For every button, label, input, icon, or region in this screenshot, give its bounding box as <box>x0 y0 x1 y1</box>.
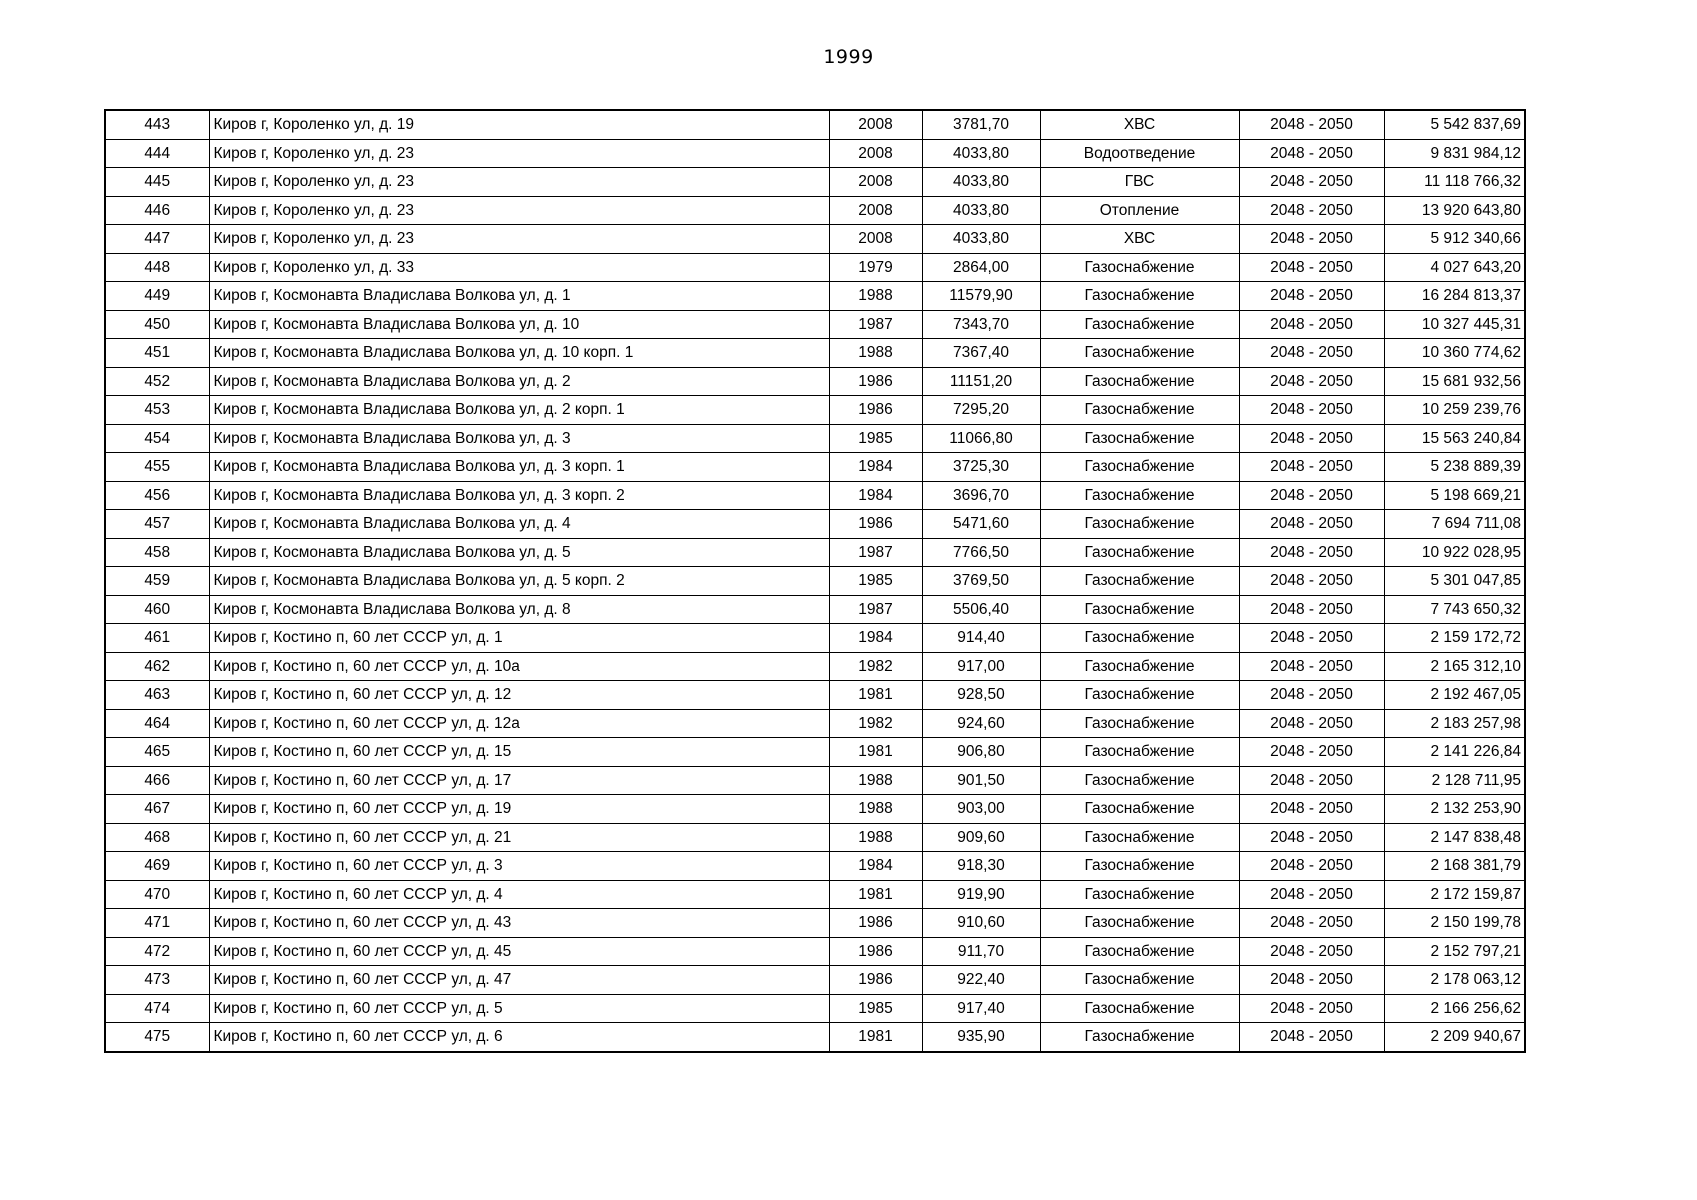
address-cell: Киров г, Костино п, 60 лет СССР ул, д. 10а <box>209 652 829 681</box>
build-year-cell: 1985 <box>829 994 922 1023</box>
build-year-cell: 1981 <box>829 681 922 710</box>
row-number-cell: 473 <box>105 966 209 995</box>
row-number-cell: 471 <box>105 909 209 938</box>
table-row <box>105 994 1525 1023</box>
cost-cell: 5 238 889,39 <box>1384 453 1525 482</box>
service-type-cell: Газоснабжение <box>1040 481 1239 510</box>
repair-period-cell: 2048 - 2050 <box>1239 538 1384 567</box>
area-cell: 917,40 <box>922 994 1040 1023</box>
cost-cell: 15 563 240,84 <box>1384 424 1525 453</box>
address-cell: Киров г, Космонавта Владислава Волкова ул, д. 2 корп. 1 <box>209 396 829 425</box>
cost-cell: 2 209 940,67 <box>1384 1023 1525 1052</box>
build-year-cell: 1984 <box>829 852 922 881</box>
repair-period-cell: 2048 - 2050 <box>1239 139 1384 168</box>
repair-period-cell: 2048 - 2050 <box>1239 624 1384 653</box>
repair-period-cell: 2048 - 2050 <box>1239 196 1384 225</box>
service-type-cell: Газоснабжение <box>1040 937 1239 966</box>
row-number-cell: 452 <box>105 367 209 396</box>
table-row <box>105 966 1525 995</box>
cost-cell: 2 132 253,90 <box>1384 795 1525 824</box>
area-cell: 11066,80 <box>922 424 1040 453</box>
address-cell: Киров г, Космонавта Владислава Волкова ул, д. 2 <box>209 367 829 396</box>
cost-cell: 2 165 312,10 <box>1384 652 1525 681</box>
cost-cell: 2 172 159,87 <box>1384 880 1525 909</box>
address-cell: Киров г, Космонавта Владислава Волкова ул, д. 10 корп. 1 <box>209 339 829 368</box>
repair-period-cell: 2048 - 2050 <box>1239 823 1384 852</box>
address-cell: Киров г, Костино п, 60 лет СССР ул, д. 5 <box>209 994 829 1023</box>
address-cell: Киров г, Космонавта Владислава Волкова ул, д. 3 корп. 2 <box>209 481 829 510</box>
area-cell: 922,40 <box>922 966 1040 995</box>
row-number-cell: 466 <box>105 766 209 795</box>
cost-cell: 2 192 467,05 <box>1384 681 1525 710</box>
address-cell: Киров г, Космонавта Владислава Волкова ул, д. 1 <box>209 282 829 311</box>
cost-cell: 16 284 813,37 <box>1384 282 1525 311</box>
row-number-cell: 460 <box>105 595 209 624</box>
build-year-cell: 1981 <box>829 738 922 767</box>
row-number-cell: 474 <box>105 994 209 1023</box>
repair-period-cell: 2048 - 2050 <box>1239 110 1384 139</box>
row-number-cell: 458 <box>105 538 209 567</box>
table-row <box>105 567 1525 596</box>
cost-cell: 5 542 837,69 <box>1384 110 1525 139</box>
repair-period-cell: 2048 - 2050 <box>1239 994 1384 1023</box>
area-cell: 4033,80 <box>922 225 1040 254</box>
table-row <box>105 681 1525 710</box>
row-number-cell: 449 <box>105 282 209 311</box>
address-cell: Киров г, Костино п, 60 лет СССР ул, д. 1 <box>209 624 829 653</box>
area-cell: 3696,70 <box>922 481 1040 510</box>
row-number-cell: 469 <box>105 852 209 881</box>
build-year-cell: 1981 <box>829 1023 922 1052</box>
service-type-cell: Газоснабжение <box>1040 966 1239 995</box>
service-type-cell: Газоснабжение <box>1040 994 1239 1023</box>
address-cell: Киров г, Космонавта Владислава Волкова ул, д. 10 <box>209 310 829 339</box>
table-row <box>105 339 1525 368</box>
table-row <box>105 766 1525 795</box>
build-year-cell: 1986 <box>829 510 922 539</box>
row-number-cell: 455 <box>105 453 209 482</box>
address-cell: Киров г, Космонавта Владислава Волкова ул, д. 3 <box>209 424 829 453</box>
repair-period-cell: 2048 - 2050 <box>1239 567 1384 596</box>
build-year-cell: 1988 <box>829 766 922 795</box>
service-type-cell: Газоснабжение <box>1040 310 1239 339</box>
repair-period-cell: 2048 - 2050 <box>1239 225 1384 254</box>
area-cell: 11151,20 <box>922 367 1040 396</box>
area-cell: 909,60 <box>922 823 1040 852</box>
repair-period-cell: 2048 - 2050 <box>1239 595 1384 624</box>
service-type-cell: Газоснабжение <box>1040 510 1239 539</box>
area-cell: 4033,80 <box>922 168 1040 197</box>
row-number-cell: 451 <box>105 339 209 368</box>
service-type-cell: Газоснабжение <box>1040 367 1239 396</box>
repair-period-cell: 2048 - 2050 <box>1239 339 1384 368</box>
repair-period-cell: 2048 - 2050 <box>1239 253 1384 282</box>
cost-cell: 10 360 774,62 <box>1384 339 1525 368</box>
service-type-cell: Газоснабжение <box>1040 909 1239 938</box>
cost-cell: 11 118 766,32 <box>1384 168 1525 197</box>
table-row <box>105 310 1525 339</box>
service-type-cell: Газоснабжение <box>1040 282 1239 311</box>
build-year-cell: 1982 <box>829 652 922 681</box>
table-row <box>105 937 1525 966</box>
repair-period-cell: 2048 - 2050 <box>1239 1023 1384 1052</box>
service-type-cell: Газоснабжение <box>1040 823 1239 852</box>
table-row <box>105 396 1525 425</box>
cost-cell: 15 681 932,56 <box>1384 367 1525 396</box>
build-year-cell: 2008 <box>829 110 922 139</box>
build-year-cell: 1985 <box>829 567 922 596</box>
build-year-cell: 2008 <box>829 196 922 225</box>
address-cell: Киров г, Костино п, 60 лет СССР ул, д. 15 <box>209 738 829 767</box>
service-type-cell: Газоснабжение <box>1040 709 1239 738</box>
cost-cell: 10 259 239,76 <box>1384 396 1525 425</box>
build-year-cell: 2008 <box>829 225 922 254</box>
build-year-cell: 1984 <box>829 453 922 482</box>
service-type-cell: Газоснабжение <box>1040 538 1239 567</box>
page-number: 1999 <box>823 46 874 68</box>
build-year-cell: 1985 <box>829 424 922 453</box>
cost-cell: 5 301 047,85 <box>1384 567 1525 596</box>
area-cell: 914,40 <box>922 624 1040 653</box>
area-cell: 2864,00 <box>922 253 1040 282</box>
repair-period-cell: 2048 - 2050 <box>1239 652 1384 681</box>
cost-cell: 5 198 669,21 <box>1384 481 1525 510</box>
table-row <box>105 880 1525 909</box>
cost-cell: 5 912 340,66 <box>1384 225 1525 254</box>
cost-cell: 2 150 199,78 <box>1384 909 1525 938</box>
row-number-cell: 462 <box>105 652 209 681</box>
address-cell: Киров г, Костино п, 60 лет СССР ул, д. 45 <box>209 937 829 966</box>
service-type-cell: Водоотведение <box>1040 139 1239 168</box>
address-cell: Киров г, Космонавта Владислава Волкова ул, д. 3 корп. 1 <box>209 453 829 482</box>
row-number-cell: 470 <box>105 880 209 909</box>
build-year-cell: 2008 <box>829 168 922 197</box>
cost-cell: 2 178 063,12 <box>1384 966 1525 995</box>
address-cell: Киров г, Короленко ул, д. 23 <box>209 225 829 254</box>
area-cell: 903,00 <box>922 795 1040 824</box>
table-row <box>105 909 1525 938</box>
table-row <box>105 139 1525 168</box>
row-number-cell: 472 <box>105 937 209 966</box>
repair-period-cell: 2048 - 2050 <box>1239 738 1384 767</box>
service-type-cell: ХВС <box>1040 110 1239 139</box>
repair-period-cell: 2048 - 2050 <box>1239 709 1384 738</box>
row-number-cell: 453 <box>105 396 209 425</box>
address-cell: Киров г, Костино п, 60 лет СССР ул, д. 47 <box>209 966 829 995</box>
table-row <box>105 624 1525 653</box>
service-type-cell: ГВС <box>1040 168 1239 197</box>
address-cell: Киров г, Костино п, 60 лет СССР ул, д. 43 <box>209 909 829 938</box>
build-year-cell: 1986 <box>829 367 922 396</box>
row-number-cell: 450 <box>105 310 209 339</box>
address-cell: Киров г, Костино п, 60 лет СССР ул, д. 17 <box>209 766 829 795</box>
build-year-cell: 1988 <box>829 823 922 852</box>
repair-period-cell: 2048 - 2050 <box>1239 852 1384 881</box>
table-row <box>105 225 1525 254</box>
repair-period-cell: 2048 - 2050 <box>1239 966 1384 995</box>
address-cell: Киров г, Костино п, 60 лет СССР ул, д. 19 <box>209 795 829 824</box>
row-number-cell: 443 <box>105 110 209 139</box>
address-cell: Киров г, Короленко ул, д. 19 <box>209 110 829 139</box>
build-year-cell: 1986 <box>829 396 922 425</box>
service-type-cell: ХВС <box>1040 225 1239 254</box>
area-cell: 11579,90 <box>922 282 1040 311</box>
address-cell: Киров г, Костино п, 60 лет СССР ул, д. 3 <box>209 852 829 881</box>
address-cell: Киров г, Короленко ул, д. 23 <box>209 196 829 225</box>
area-cell: 3781,70 <box>922 110 1040 139</box>
cost-cell: 2 166 256,62 <box>1384 994 1525 1023</box>
area-cell: 911,70 <box>922 937 1040 966</box>
cost-cell: 10 327 445,31 <box>1384 310 1525 339</box>
repair-period-cell: 2048 - 2050 <box>1239 424 1384 453</box>
table-row <box>105 367 1525 396</box>
registry-table <box>104 109 1526 1053</box>
service-type-cell: Газоснабжение <box>1040 567 1239 596</box>
build-year-cell: 1986 <box>829 909 922 938</box>
area-cell: 906,80 <box>922 738 1040 767</box>
repair-period-cell: 2048 - 2050 <box>1239 396 1384 425</box>
service-type-cell: Газоснабжение <box>1040 595 1239 624</box>
service-type-cell: Газоснабжение <box>1040 880 1239 909</box>
area-cell: 4033,80 <box>922 139 1040 168</box>
repair-period-cell: 2048 - 2050 <box>1239 880 1384 909</box>
cost-cell: 13 920 643,80 <box>1384 196 1525 225</box>
row-number-cell: 463 <box>105 681 209 710</box>
row-number-cell: 446 <box>105 196 209 225</box>
build-year-cell: 1984 <box>829 624 922 653</box>
build-year-cell: 1988 <box>829 282 922 311</box>
build-year-cell: 2008 <box>829 139 922 168</box>
cost-cell: 10 922 028,95 <box>1384 538 1525 567</box>
area-cell: 3725,30 <box>922 453 1040 482</box>
table-row <box>105 424 1525 453</box>
area-cell: 935,90 <box>922 1023 1040 1052</box>
repair-period-cell: 2048 - 2050 <box>1239 937 1384 966</box>
service-type-cell: Газоснабжение <box>1040 738 1239 767</box>
address-cell: Киров г, Космонавта Владислава Волкова ул, д. 5 корп. 2 <box>209 567 829 596</box>
table-row <box>105 823 1525 852</box>
table-row <box>105 282 1525 311</box>
address-cell: Киров г, Короленко ул, д. 33 <box>209 253 829 282</box>
address-cell: Киров г, Костино п, 60 лет СССР ул, д. 6 <box>209 1023 829 1052</box>
address-cell: Киров г, Космонавта Владислава Волкова ул, д. 8 <box>209 595 829 624</box>
cost-cell: 2 147 838,48 <box>1384 823 1525 852</box>
build-year-cell: 1984 <box>829 481 922 510</box>
cost-cell: 2 152 797,21 <box>1384 937 1525 966</box>
service-type-cell: Газоснабжение <box>1040 681 1239 710</box>
row-number-cell: 468 <box>105 823 209 852</box>
area-cell: 7766,50 <box>922 538 1040 567</box>
build-year-cell: 1986 <box>829 966 922 995</box>
row-number-cell: 445 <box>105 168 209 197</box>
row-number-cell: 456 <box>105 481 209 510</box>
row-number-cell: 459 <box>105 567 209 596</box>
build-year-cell: 1979 <box>829 253 922 282</box>
build-year-cell: 1986 <box>829 937 922 966</box>
table-row <box>105 110 1525 139</box>
cost-cell: 4 027 643,20 <box>1384 253 1525 282</box>
table-row <box>105 738 1525 767</box>
table-row <box>105 1023 1525 1052</box>
address-cell: Киров г, Короленко ул, д. 23 <box>209 168 829 197</box>
build-year-cell: 1988 <box>829 339 922 368</box>
area-cell: 919,90 <box>922 880 1040 909</box>
table-row <box>105 595 1525 624</box>
repair-period-cell: 2048 - 2050 <box>1239 510 1384 539</box>
cost-cell: 2 168 381,79 <box>1384 852 1525 881</box>
build-year-cell: 1987 <box>829 595 922 624</box>
table-row <box>105 709 1525 738</box>
row-number-cell: 465 <box>105 738 209 767</box>
cost-cell: 2 128 711,95 <box>1384 766 1525 795</box>
table-row <box>105 168 1525 197</box>
build-year-cell: 1981 <box>829 880 922 909</box>
area-cell: 4033,80 <box>922 196 1040 225</box>
address-cell: Киров г, Космонавта Владислава Волкова ул, д. 5 <box>209 538 829 567</box>
area-cell: 928,50 <box>922 681 1040 710</box>
repair-period-cell: 2048 - 2050 <box>1239 909 1384 938</box>
repair-period-cell: 2048 - 2050 <box>1239 310 1384 339</box>
cost-cell: 2 183 257,98 <box>1384 709 1525 738</box>
row-number-cell: 447 <box>105 225 209 254</box>
repair-period-cell: 2048 - 2050 <box>1239 282 1384 311</box>
area-cell: 7343,70 <box>922 310 1040 339</box>
address-cell: Киров г, Костино п, 60 лет СССР ул, д. 12а <box>209 709 829 738</box>
table-row <box>105 481 1525 510</box>
service-type-cell: Отопление <box>1040 196 1239 225</box>
area-cell: 5471,60 <box>922 510 1040 539</box>
address-cell: Киров г, Костино п, 60 лет СССР ул, д. 4 <box>209 880 829 909</box>
repair-period-cell: 2048 - 2050 <box>1239 367 1384 396</box>
row-number-cell: 457 <box>105 510 209 539</box>
table-row <box>105 795 1525 824</box>
row-number-cell: 444 <box>105 139 209 168</box>
area-cell: 917,00 <box>922 652 1040 681</box>
address-cell: Киров г, Костино п, 60 лет СССР ул, д. 21 <box>209 823 829 852</box>
table-row <box>105 538 1525 567</box>
service-type-cell: Газоснабжение <box>1040 339 1239 368</box>
repair-period-cell: 2048 - 2050 <box>1239 453 1384 482</box>
area-cell: 924,60 <box>922 709 1040 738</box>
table-row <box>105 196 1525 225</box>
repair-period-cell: 2048 - 2050 <box>1239 795 1384 824</box>
service-type-cell: Газоснабжение <box>1040 766 1239 795</box>
repair-period-cell: 2048 - 2050 <box>1239 168 1384 197</box>
service-type-cell: Газоснабжение <box>1040 396 1239 425</box>
build-year-cell: 1982 <box>829 709 922 738</box>
area-cell: 901,50 <box>922 766 1040 795</box>
address-cell: Киров г, Короленко ул, д. 23 <box>209 139 829 168</box>
repair-period-cell: 2048 - 2050 <box>1239 681 1384 710</box>
cost-cell: 7 743 650,32 <box>1384 595 1525 624</box>
row-number-cell: 454 <box>105 424 209 453</box>
table-row <box>105 453 1525 482</box>
repair-period-cell: 2048 - 2050 <box>1239 766 1384 795</box>
service-type-cell: Газоснабжение <box>1040 253 1239 282</box>
cost-cell: 2 159 172,72 <box>1384 624 1525 653</box>
service-type-cell: Газоснабжение <box>1040 624 1239 653</box>
area-cell: 918,30 <box>922 852 1040 881</box>
area-cell: 7367,40 <box>922 339 1040 368</box>
repair-period-cell: 2048 - 2050 <box>1239 481 1384 510</box>
service-type-cell: Газоснабжение <box>1040 795 1239 824</box>
cost-cell: 9 831 984,12 <box>1384 139 1525 168</box>
cost-cell: 7 694 711,08 <box>1384 510 1525 539</box>
build-year-cell: 1987 <box>829 310 922 339</box>
row-number-cell: 461 <box>105 624 209 653</box>
address-cell: Киров г, Костино п, 60 лет СССР ул, д. 12 <box>209 681 829 710</box>
row-number-cell: 448 <box>105 253 209 282</box>
area-cell: 7295,20 <box>922 396 1040 425</box>
service-type-cell: Газоснабжение <box>1040 852 1239 881</box>
table-row <box>105 852 1525 881</box>
row-number-cell: 467 <box>105 795 209 824</box>
area-cell: 3769,50 <box>922 567 1040 596</box>
table-row <box>105 253 1525 282</box>
row-number-cell: 464 <box>105 709 209 738</box>
table-row <box>105 652 1525 681</box>
registry-table-body <box>105 110 1525 1052</box>
build-year-cell: 1988 <box>829 795 922 824</box>
address-cell: Киров г, Космонавта Владислава Волкова ул, д. 4 <box>209 510 829 539</box>
area-cell: 5506,40 <box>922 595 1040 624</box>
build-year-cell: 1987 <box>829 538 922 567</box>
service-type-cell: Газоснабжение <box>1040 453 1239 482</box>
area-cell: 910,60 <box>922 909 1040 938</box>
table-row <box>105 510 1525 539</box>
service-type-cell: Газоснабжение <box>1040 652 1239 681</box>
row-number-cell: 475 <box>105 1023 209 1052</box>
cost-cell: 2 141 226,84 <box>1384 738 1525 767</box>
service-type-cell: Газоснабжение <box>1040 424 1239 453</box>
service-type-cell: Газоснабжение <box>1040 1023 1239 1052</box>
